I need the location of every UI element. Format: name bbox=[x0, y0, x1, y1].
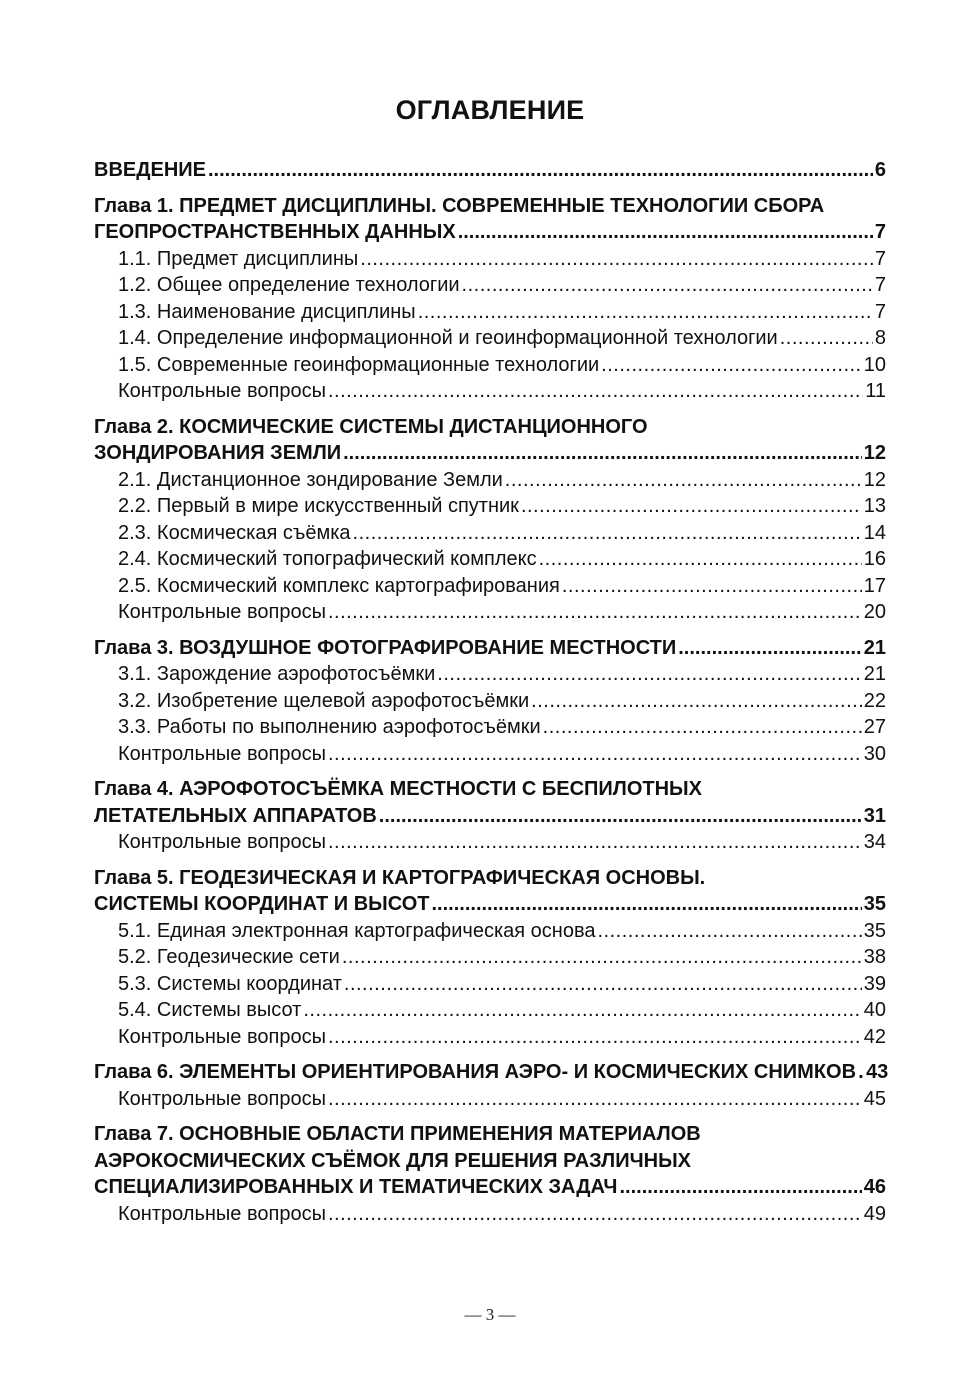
toc-page-number: 27 bbox=[863, 716, 886, 738]
toc-entry[interactable] bbox=[94, 272, 886, 299]
chapter-title-line: СИСТЕМЫ КООРДИНАТ И ВЫСОТ bbox=[94, 893, 430, 915]
toc-entry[interactable] bbox=[94, 299, 886, 326]
toc-entry[interactable] bbox=[94, 520, 886, 547]
toc-entry-review-questions[interactable] bbox=[94, 1201, 886, 1228]
toc-page-number: 12 bbox=[863, 468, 886, 491]
table-of-contents bbox=[94, 157, 889, 1236]
toc-entry-intro[interactable] bbox=[94, 157, 886, 184]
toc-page-number: 45 bbox=[863, 1087, 886, 1110]
chapter-title-line: АЭРОКОСМИЧЕСКИХ СЪЁМОК ДЛЯ РЕШЕНИЯ РАЗЛИЧНЫХ bbox=[94, 1149, 691, 1172]
dot-leader bbox=[303, 997, 861, 1024]
toc-entry-title: 1.4. Определение информационной и геоинформационной технологии bbox=[118, 327, 778, 349]
toc-page-number: 7 bbox=[874, 300, 886, 323]
toc-page-number: 40 bbox=[863, 999, 886, 1021]
toc-entry-title: 2.4. Космический топографический комплекс bbox=[118, 548, 537, 570]
toc-entry[interactable] bbox=[94, 661, 886, 688]
toc-page-number: 16 bbox=[863, 548, 886, 570]
toc-entry-title: ВВЕДЕНИЕ bbox=[94, 159, 206, 181]
dot-leader bbox=[328, 378, 863, 405]
toc-entry-review-questions[interactable] bbox=[94, 1086, 886, 1113]
toc-page-number: 7 bbox=[874, 221, 886, 243]
toc-entry-review-questions[interactable] bbox=[94, 741, 886, 768]
toc-page-number: 35 bbox=[863, 919, 886, 942]
toc-entry[interactable] bbox=[94, 352, 886, 379]
toc-entry-title: 5.3. Системы координат bbox=[118, 972, 342, 995]
toc-page-number: 21 bbox=[863, 636, 886, 659]
toc-entry-title: 1.3. Наименование дисциплины bbox=[118, 300, 416, 323]
dot-leader bbox=[360, 246, 873, 273]
dot-leader bbox=[458, 219, 873, 246]
toc-chapter-2 bbox=[94, 414, 886, 626]
dot-leader bbox=[343, 440, 862, 467]
dot-leader bbox=[208, 157, 873, 184]
toc-entry-title: 5.4. Системы высот bbox=[118, 999, 302, 1021]
toc-entry[interactable] bbox=[94, 971, 886, 998]
toc-entry[interactable] bbox=[94, 493, 886, 520]
toc-chapter-6 bbox=[94, 1059, 889, 1112]
toc-page-number: 22 bbox=[863, 689, 886, 712]
dot-leader bbox=[531, 688, 862, 715]
chapter-heading-line bbox=[94, 1121, 886, 1148]
toc-page-number: 12 bbox=[863, 442, 886, 464]
toc-entry-review-questions[interactable] bbox=[94, 378, 886, 405]
dot-leader bbox=[418, 299, 873, 326]
toc-chapter-7 bbox=[94, 1121, 886, 1227]
dot-leader bbox=[328, 1086, 862, 1113]
toc-page-number: 7 bbox=[874, 274, 886, 296]
page-number-footer: — 3 — bbox=[464, 1305, 516, 1324]
toc-page-number: 8 bbox=[874, 327, 886, 349]
toc-page-number: 31 bbox=[863, 804, 886, 827]
toc-entry[interactable] bbox=[94, 918, 886, 945]
chapter-title-line: Глава 6. ЭЛЕМЕНТЫ ОРИЕНТИРОВАНИЯ АЭРО- И КОСМИЧЕСКИХ СНИМКОВ bbox=[94, 1061, 857, 1083]
dot-leader bbox=[858, 1059, 864, 1086]
toc-entry[interactable] bbox=[94, 997, 886, 1024]
dot-leader bbox=[328, 741, 862, 768]
dot-leader bbox=[597, 918, 861, 945]
chapter-title-line: ГЕОПРОСТРАНСТВЕННЫХ ДАННЫХ bbox=[94, 221, 456, 243]
chapter-heading-line bbox=[94, 1148, 886, 1175]
dot-leader bbox=[328, 1024, 862, 1051]
toc-entry[interactable] bbox=[94, 246, 886, 273]
dot-leader bbox=[344, 971, 862, 998]
chapter-title-line: ЛЕТАТЕЛЬНЫХ АППАРАТОВ bbox=[94, 804, 377, 827]
toc-entry-title: 3.2. Изобретение щелевой аэрофотосъёмки bbox=[118, 689, 530, 712]
dot-leader bbox=[619, 1174, 861, 1201]
toc-entry-title: Контрольные вопросы bbox=[118, 601, 326, 623]
dot-leader bbox=[328, 1201, 862, 1228]
toc-entry-title: Контрольные вопросы bbox=[118, 1202, 326, 1225]
toc-page-number: 35 bbox=[863, 893, 886, 915]
chapter-title-line: Глава 2. КОСМИЧЕСКИЕ СИСТЕМЫ ДИСТАНЦИОННОГО bbox=[94, 415, 648, 438]
toc-page-number: 38 bbox=[863, 946, 886, 968]
dot-leader bbox=[462, 272, 873, 299]
toc-page-number: 20 bbox=[863, 601, 886, 623]
toc-intro bbox=[94, 157, 886, 184]
toc-entry[interactable] bbox=[94, 546, 886, 573]
toc-page-number: 43 bbox=[866, 1061, 889, 1083]
dot-leader bbox=[342, 944, 862, 971]
dot-leader bbox=[328, 829, 862, 856]
toc-page-number: 6 bbox=[874, 159, 886, 181]
toc-page-number: 11 bbox=[865, 380, 886, 402]
toc-entry-chapter-5[interactable] bbox=[94, 891, 886, 918]
toc-chapter-3 bbox=[94, 635, 886, 768]
toc-entry-title: Контрольные вопросы bbox=[118, 1087, 326, 1110]
toc-entry-chapter-4[interactable] bbox=[94, 803, 886, 830]
toc-entry-review-questions[interactable] bbox=[94, 1024, 886, 1051]
toc-page-number: 10 bbox=[863, 353, 886, 376]
toc-page-number: 39 bbox=[863, 972, 886, 995]
toc-page-number: 7 bbox=[874, 247, 886, 270]
chapter-heading-line bbox=[94, 865, 886, 892]
dot-leader bbox=[353, 520, 862, 547]
toc-entry-chapter-2[interactable] bbox=[94, 440, 886, 467]
dot-leader bbox=[431, 891, 861, 918]
dot-leader bbox=[678, 635, 862, 662]
toc-entry-title: Контрольные вопросы bbox=[118, 1025, 326, 1048]
chapter-title-line: Глава 7. ОСНОВНЫЕ ОБЛАСТИ ПРИМЕНЕНИЯ МАТЕРИАЛОВ bbox=[94, 1123, 701, 1145]
toc-page-number: 30 bbox=[863, 742, 886, 765]
toc-page-number: 14 bbox=[863, 521, 886, 544]
toc-page-number: 17 bbox=[863, 574, 886, 597]
dot-leader bbox=[543, 714, 862, 741]
chapter-title-line: Глава 1. ПРЕДМЕТ ДИСЦИПЛИНЫ. СОВРЕМЕННЫЕ ТЕХНОЛОГИИ СБОРА bbox=[94, 194, 825, 217]
chapter-title-line: Глава 3. ВОЗДУШНОЕ ФОТОГРАФИРОВАНИЕ МЕСТНОСТИ bbox=[94, 636, 677, 659]
toc-entry-title: 2.5. Космический комплекс картографирования bbox=[118, 574, 560, 597]
toc-entry-chapter-3[interactable] bbox=[94, 635, 886, 662]
toc-entry-title: 1.5. Современные геоинформационные технологии bbox=[118, 353, 600, 376]
chapter-heading-line bbox=[94, 776, 886, 803]
toc-entry-title: 3.3. Работы по выполнению аэрофотосъёмки bbox=[118, 716, 541, 738]
chapter-title-line: СПЕЦИАЛИЗИРОВАННЫХ И ТЕМАТИЧЕСКИХ ЗАДАЧ bbox=[94, 1176, 618, 1198]
toc-entry-title: 5.1. Единая электронная картографическая основа bbox=[118, 919, 596, 942]
page-title: ОГЛАВЛЕНИЕ bbox=[395, 95, 585, 125]
dot-leader bbox=[521, 493, 862, 520]
toc-page-number: 21 bbox=[863, 663, 886, 685]
toc-page-number: 46 bbox=[863, 1176, 886, 1198]
toc-entry-review-questions[interactable] bbox=[94, 829, 886, 856]
toc-page-number: 49 bbox=[863, 1202, 886, 1225]
toc-entry[interactable] bbox=[94, 467, 886, 494]
chapter-heading-line bbox=[94, 414, 886, 441]
toc-entry[interactable] bbox=[94, 688, 886, 715]
dot-leader bbox=[562, 573, 862, 600]
dot-leader bbox=[328, 599, 862, 626]
chapter-heading-line bbox=[94, 193, 886, 220]
toc-chapter-5 bbox=[94, 865, 886, 1051]
toc-entry[interactable] bbox=[94, 944, 886, 971]
toc-entry-title: 2.3. Космическая съёмка bbox=[118, 521, 351, 544]
toc-page-number: 13 bbox=[863, 495, 886, 517]
toc-entry[interactable] bbox=[94, 714, 886, 741]
toc-entry-title: 2.2. Первый в мире искусственный спутник bbox=[118, 495, 519, 517]
toc-entry-title: 1.2. Общее определение технологии bbox=[118, 274, 460, 296]
chapter-title-line: Глава 4. АЭРОФОТОСЪЁМКА МЕСТНОСТИ С БЕСПИЛОТНЫХ bbox=[94, 778, 702, 800]
toc-chapter-1 bbox=[94, 193, 886, 405]
toc-entry-title: 5.2. Геодезические сети bbox=[118, 946, 340, 968]
toc-entry[interactable] bbox=[94, 325, 886, 352]
toc-entry-chapter-6[interactable] bbox=[94, 1059, 889, 1086]
toc-entry[interactable] bbox=[94, 573, 886, 600]
dot-leader bbox=[601, 352, 862, 379]
dot-leader bbox=[379, 803, 862, 830]
toc-entry-title: 3.1. Зарождение аэрофотосъёмки bbox=[118, 663, 436, 685]
dot-leader bbox=[437, 661, 861, 688]
chapter-title-line: Глава 5. ГЕОДЕЗИЧЕСКАЯ И КАРТОГРАФИЧЕСКАЯ ОСНОВЫ. bbox=[94, 866, 706, 889]
dot-leader bbox=[780, 325, 873, 352]
toc-entry-review-questions[interactable] bbox=[94, 599, 886, 626]
toc-entry-title: Контрольные вопросы bbox=[118, 831, 326, 853]
toc-page-number: 42 bbox=[863, 1025, 886, 1048]
toc-entry-chapter-7[interactable] bbox=[94, 1174, 886, 1201]
toc-page-number: 34 bbox=[863, 831, 886, 853]
toc-entry-chapter-1[interactable] bbox=[94, 219, 886, 246]
toc-entry-title: 2.1. Дистанционное зондирование Земли bbox=[118, 468, 503, 491]
toc-entry-title: Контрольные вопросы bbox=[118, 742, 326, 765]
chapter-title-line: ЗОНДИРОВАНИЯ ЗЕМЛИ bbox=[94, 442, 342, 464]
dot-leader bbox=[539, 546, 862, 573]
toc-chapter-4 bbox=[94, 776, 886, 856]
toc-entry-title: Контрольные вопросы bbox=[118, 380, 326, 402]
toc-entry-title: 1.1. Предмет дисциплины bbox=[118, 247, 359, 270]
dot-leader bbox=[505, 467, 862, 494]
